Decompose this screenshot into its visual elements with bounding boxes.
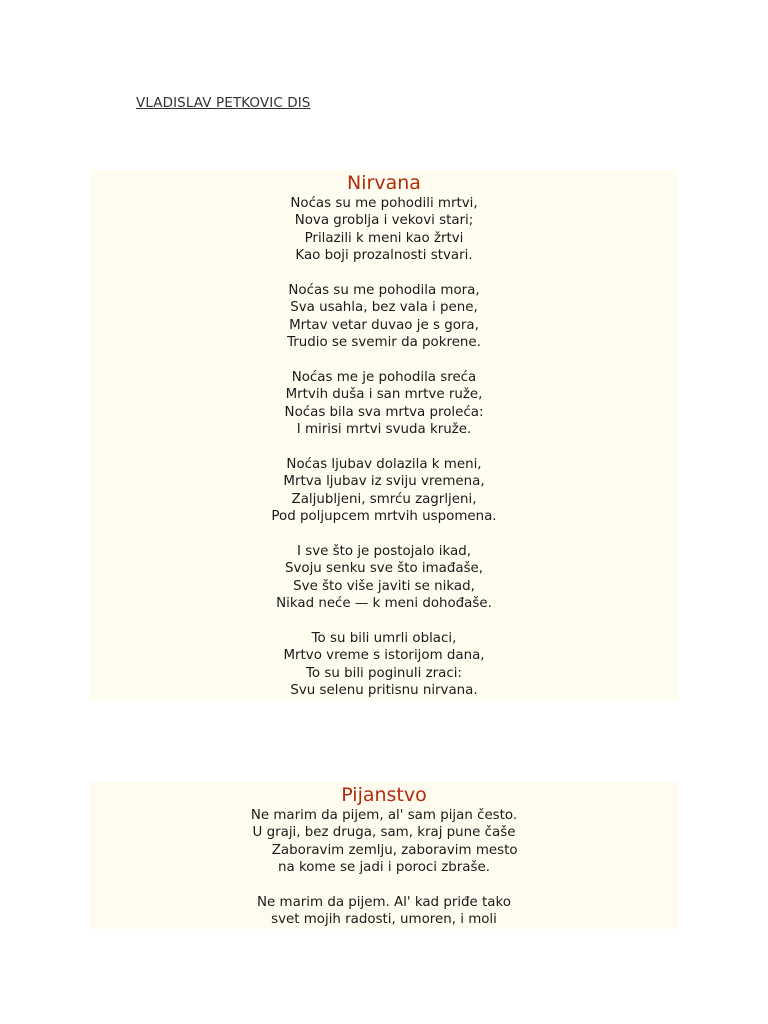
poem-line: Trudio se svemir da pokrene. [287,335,481,351]
stanza [90,456,678,526]
poem-line: To su bili umrli oblaci, [311,631,457,647]
author-heading: VLADISLAV PETKOVIC DIS [136,95,311,111]
poem-line: Mrtvo vreme s istorijom dana, [283,648,485,664]
poem-title: Pijanstvo [341,784,427,806]
poem-line: Mrtvih duša i san mrtve ruže, [285,387,483,403]
poem-line: Svu selenu pritisnu nirvana. [290,683,478,699]
poem-line: Noćas su me pohodili mrtvi, [290,196,478,211]
stanza [90,369,678,439]
poem-line: Zaljubljeni, smrću zagrljeni, [291,491,477,507]
poem-pijanstvo [90,782,678,928]
poem-line: Mrtav vetar duvao je s gora, [289,317,479,333]
stanza [90,195,678,265]
poem-line: Noćas ljubav dolazila k meni, [286,457,482,473]
stanza [90,282,678,352]
poem-line: Ne marim da pijem, al' sam pijan često. [250,808,518,823]
poem-line: Pod poljupcem mrtvih uspomena. [271,509,497,525]
poem-line: svet mojih radosti, umoren, i moli [271,912,497,928]
poem-line: I sve što je postojalo ikad, [297,544,471,560]
poem-line: I mirisi mrtvi svuda kruže. [296,422,472,438]
stanza [90,543,678,613]
stanza [90,894,678,929]
poem-line: To su bili poginuli zraci: [306,665,462,681]
poem-line: Svoju senku sve što imađaše, [284,561,484,577]
poem-line: Mrtva ljubav iz sviju vremena, [283,474,485,490]
poem-line: U graji, bez druga, sam, kraj pune čaše [252,825,516,841]
poem-line: Nova groblja i vekovi stari; [294,213,474,229]
poem-line: Ne marim da pijem. Al' kad priđe tako [257,895,511,911]
poem-line: Nikad neće — k meni dohođaše. [276,596,492,612]
poem-line: Sva usahla, bez vala i pene, [290,300,478,316]
poem-line: Noćas su me pohodila mora, [288,283,480,299]
poem-line: Noćas me je pohodila sreća [291,370,477,386]
poem-title: Nirvana [347,172,421,194]
poem-nirvana [90,170,678,700]
poem-line: Zaboravim zemlju, zaboravim mesto [250,842,518,858]
poem-line: Prilazili k meni kao žrtvi [304,230,464,246]
poem-line: na kome se jadi i poroci zbraše. [278,860,490,876]
poem-line: Noćas bila sva mrtva proleća: [284,404,484,420]
poem-line: Sve što više javiti se nikad, [293,578,475,594]
stanza [90,630,678,700]
stanza [90,807,678,877]
poem-line: Kao boji prozalnosti stvari. [295,248,473,264]
